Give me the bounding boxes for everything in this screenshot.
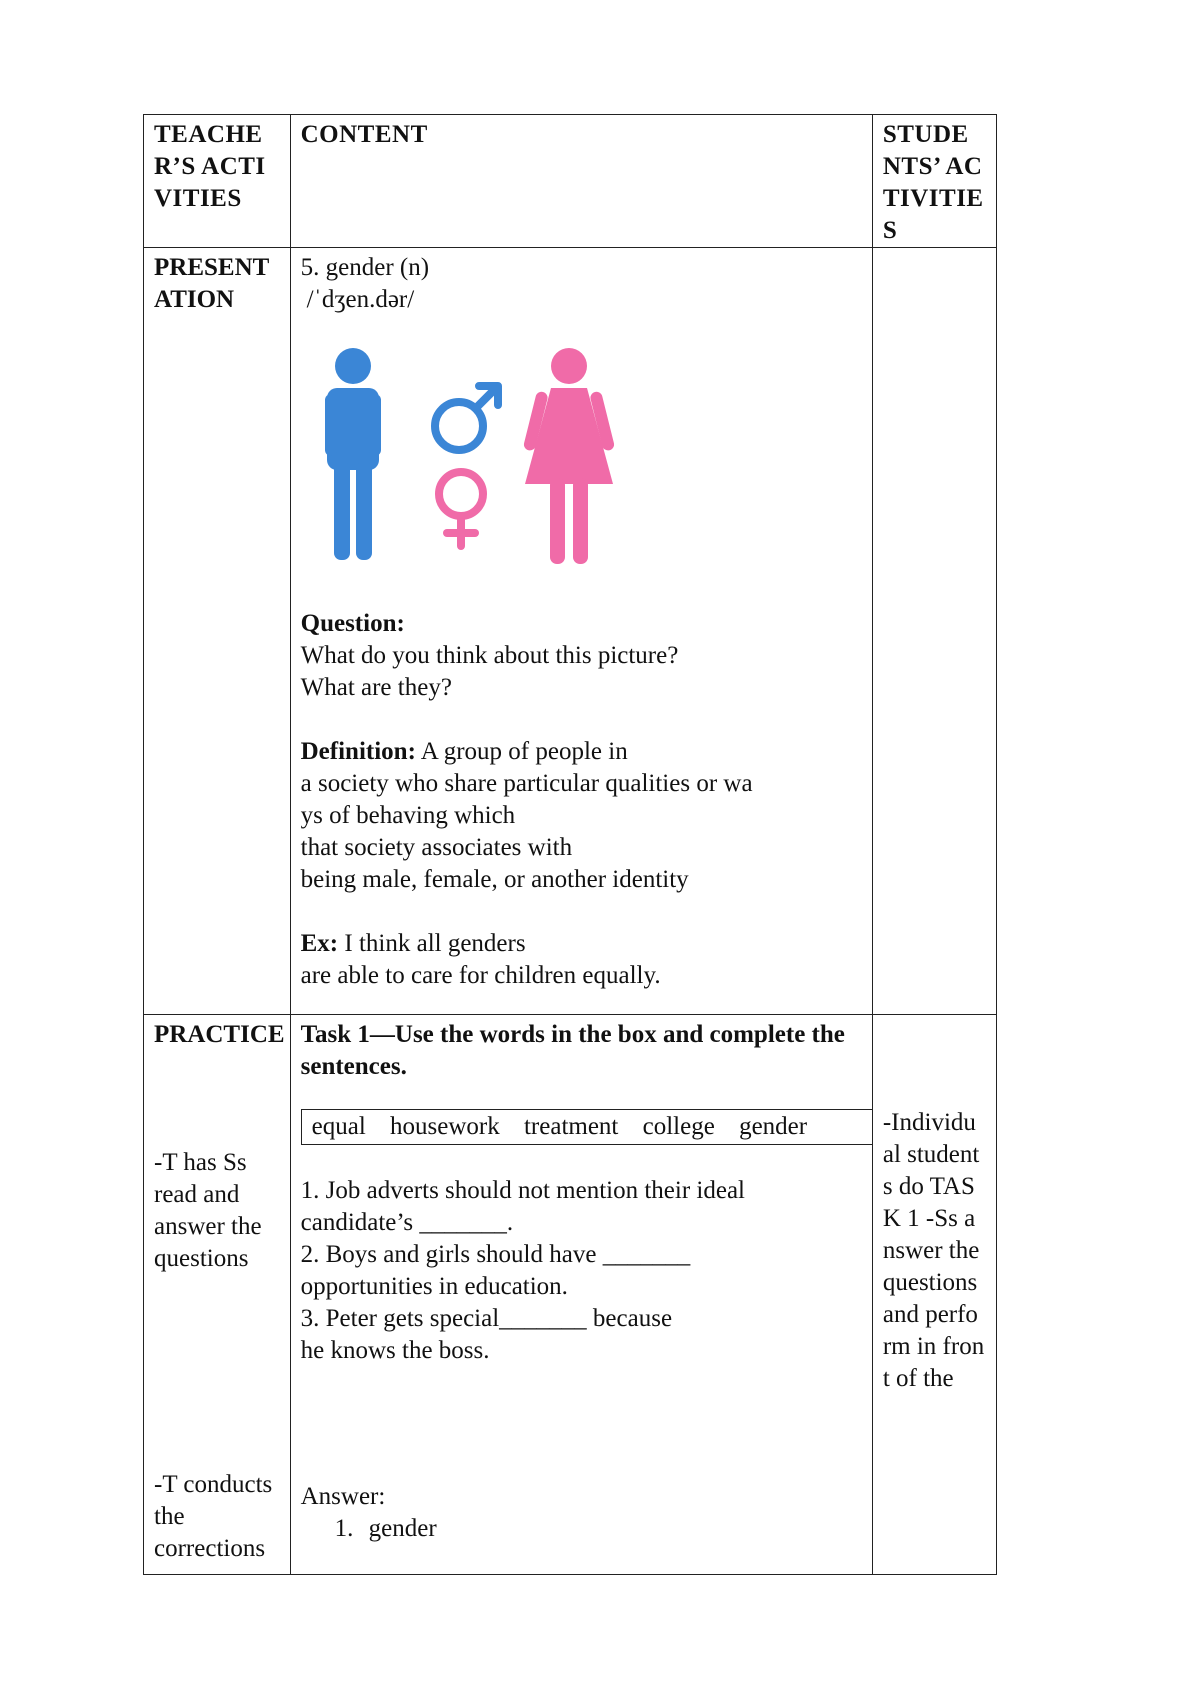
sentence-line: candidate’s _______.: [300, 1209, 514, 1236]
definition-line-4: that society associates with: [300, 834, 573, 861]
header-students-activities: STUDENTS’ ACTIVITIES: [872, 115, 996, 248]
practice-teacher-cell: [144, 1015, 291, 1575]
table-header-row: [144, 115, 997, 248]
sentence-line: he knows the boss.: [300, 1337, 490, 1364]
stage-practice: PRACTICE: [154, 1021, 285, 1048]
practice-row: [144, 1015, 997, 1575]
question-label: Question:: [300, 610, 405, 637]
stage-presentation: PRESENTATION: [144, 248, 291, 1015]
sentence-line: 1. Job adverts should not mention their ideal: [300, 1177, 745, 1204]
presentation-content: [290, 248, 872, 1015]
question-2: What are they?: [300, 674, 452, 701]
answer-text: gender: [368, 1515, 437, 1542]
answer-item: [301, 1513, 862, 1545]
word-box-item: college: [642, 1113, 715, 1140]
student-note: -Individual students do TASK 1 -Ss answer the questions and perform in front of the: [882, 1109, 985, 1392]
example-label: Ex:: [300, 930, 339, 957]
definition-text-1: A group of people in: [420, 738, 628, 765]
gender-picture: [311, 344, 641, 574]
word-box-item: gender: [739, 1113, 808, 1140]
definition-line-2: a society who share particular qualities or wa: [300, 770, 753, 797]
definition-line-5: being male, female, or another identity: [300, 866, 689, 893]
task-title: Task 1—Use the words in the box and complete the sentences.: [300, 1021, 845, 1080]
definition-line-1: [301, 736, 862, 768]
answer-number: 1.: [334, 1515, 354, 1542]
male-symbol-icon: [435, 386, 498, 450]
presentation-students-cell: [872, 248, 996, 1015]
example-line-1: [301, 928, 862, 960]
definition-line-3: ys of behaving which: [300, 802, 516, 829]
teacher-note-1: -T has Ss read and answer the questions: [154, 1149, 262, 1272]
definition-label: Definition:: [300, 738, 416, 765]
sentence-line: 3. Peter gets special_______ because: [300, 1305, 673, 1332]
example-text-1: I think all genders: [344, 930, 526, 957]
question-1: What do you think about this picture?: [300, 642, 679, 669]
word-box-item: treatment: [523, 1113, 619, 1140]
word-box-item: housework: [390, 1113, 500, 1140]
sentence-line: 2. Boys and girls should have _______: [300, 1241, 691, 1268]
ipa-transcription: /ˈdʒen.dər/: [306, 286, 415, 313]
female-symbol-icon: [439, 472, 483, 546]
answer-label: Answer:: [300, 1483, 386, 1510]
vocab-item: 5. gender (n): [300, 254, 430, 281]
example-line-2: are able to care for children equally.: [300, 962, 661, 989]
header-teacher-activities: TEACHER’S ACTIVITIES: [144, 115, 291, 248]
practice-content: [290, 1015, 872, 1575]
header-content: CONTENT: [290, 115, 872, 248]
practice-students-cell: [872, 1015, 996, 1575]
presentation-row: [144, 248, 997, 1015]
word-box-item: equal: [311, 1113, 366, 1140]
sentence-line: opportunities in education.: [300, 1273, 568, 1300]
female-figure-icon: [522, 348, 615, 564]
teacher-note-2: -T conducts the corrections: [154, 1471, 273, 1562]
word-box: [301, 1109, 873, 1145]
lesson-plan-table: [143, 114, 997, 1575]
male-figure-icon: [325, 348, 381, 560]
